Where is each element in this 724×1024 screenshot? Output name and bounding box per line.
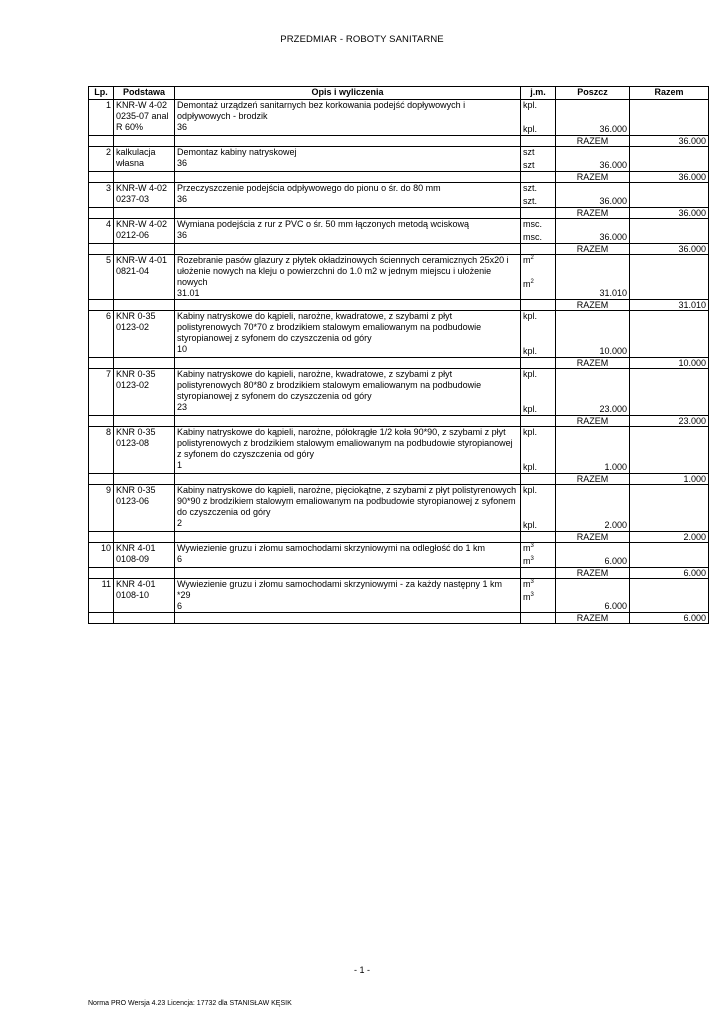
- razem-value: 36.000: [630, 172, 709, 183]
- razem-label: RAZEM: [556, 416, 630, 427]
- row-lp: 5: [89, 255, 114, 300]
- razem-label: RAZEM: [556, 244, 630, 255]
- razem-empty: [89, 244, 114, 255]
- row-calc: 36: [177, 194, 188, 204]
- row-calc-jm: $m^3$: [523, 556, 534, 566]
- row-jm: [521, 579, 556, 613]
- row-jm: [521, 100, 556, 136]
- razem-empty: [114, 532, 175, 543]
- razem-value: 23.000: [630, 416, 709, 427]
- razem-value: 1.000: [630, 474, 709, 485]
- row-calc-jm: kpl.: [523, 346, 538, 356]
- row-lp: 1: [89, 100, 114, 136]
- row-poszcz-value: 23.000: [599, 404, 627, 414]
- row-podstawa: KNR-W 4-01 0821-04: [114, 255, 175, 300]
- razem-empty: [89, 300, 114, 311]
- row-poszcz-value: 36.000: [599, 232, 627, 242]
- row-calc: 2: [177, 518, 183, 528]
- razem-empty: [175, 172, 521, 183]
- razem-empty: [175, 208, 521, 219]
- razem-empty: [175, 474, 521, 485]
- row-podstawa: kalkulacja własna: [114, 147, 175, 172]
- row-jm-text: msc.: [523, 219, 542, 229]
- razem-row: [89, 358, 709, 369]
- table-row: [89, 369, 709, 416]
- row-poszcz-value: 6.000: [604, 601, 627, 611]
- row-calc-jm: szt: [523, 160, 535, 170]
- row-calc: 10: [177, 344, 188, 354]
- razem-empty: [114, 358, 175, 369]
- razem-empty: [114, 613, 175, 624]
- row-razem-empty: [630, 369, 709, 416]
- row-calc-jm: kpl.: [523, 124, 538, 134]
- table-row: [89, 427, 709, 474]
- table-row: [89, 100, 709, 136]
- razem-empty: [89, 474, 114, 485]
- razem-value: 36.000: [630, 136, 709, 147]
- row-lp: 6: [89, 311, 114, 358]
- row-razem-empty: [630, 219, 709, 244]
- row-jm: [521, 311, 556, 358]
- row-calc: 23: [177, 402, 188, 412]
- table-row: [89, 255, 709, 300]
- row-jm: [521, 255, 556, 300]
- razem-row: [89, 474, 709, 485]
- razem-row: [89, 300, 709, 311]
- razem-row: [89, 532, 709, 543]
- row-razem-empty: [630, 100, 709, 136]
- razem-label: RAZEM: [556, 568, 630, 579]
- row-lp: 2: [89, 147, 114, 172]
- razem-empty: [175, 416, 521, 427]
- row-poszcz: [556, 369, 630, 416]
- row-jm: [521, 485, 556, 532]
- row-podstawa: KNR-W 4-02 0212-06: [114, 219, 175, 244]
- razem-row: [89, 244, 709, 255]
- razem-empty: [521, 613, 556, 624]
- header-jm: j.m.: [521, 87, 556, 100]
- razem-empty: [89, 568, 114, 579]
- row-podstawa: KNR 0-35 0123-02: [114, 369, 175, 416]
- row-calc-jm: kpl.: [523, 404, 538, 414]
- razem-empty: [89, 358, 114, 369]
- row-poszcz-value: 6.000: [604, 556, 627, 566]
- row-podstawa: KNR 4-01 0108-10: [114, 579, 175, 613]
- row-jm: [521, 147, 556, 172]
- row-podstawa: KNR 4-01 0108-09: [114, 543, 175, 568]
- row-razem-empty: [630, 183, 709, 208]
- row-jm-text: szt: [523, 147, 535, 157]
- razem-label: RAZEM: [556, 172, 630, 183]
- row-poszcz: [556, 219, 630, 244]
- razem-empty: [521, 358, 556, 369]
- row-calc: 36: [177, 158, 188, 168]
- row-podstawa: KNR-W 4-02 0235-07 anal R 60%: [114, 100, 175, 136]
- razem-empty: [521, 416, 556, 427]
- row-poszcz-value: 36.000: [599, 196, 627, 206]
- row-jm: [521, 427, 556, 474]
- table-row: [89, 311, 709, 358]
- row-jm: [521, 369, 556, 416]
- razem-value: 36.000: [630, 208, 709, 219]
- row-jm-text: kpl.: [523, 311, 538, 321]
- razem-empty: [114, 416, 175, 427]
- row-poszcz: [556, 100, 630, 136]
- row-jm: [521, 543, 556, 568]
- row-podstawa: KNR 0-35 0123-02: [114, 311, 175, 358]
- razem-row: [89, 568, 709, 579]
- razem-empty: [521, 300, 556, 311]
- row-opis-text: Kabiny natryskowe do kąpieli, narożne, półokrągłe 1/2 koła 90*90, z szybami z płyt polistyrenowych z brodzikiem stalowym emaliowanym na podbudowie styropianowej z syfonem do czyszczenia od góry: [177, 427, 513, 459]
- row-lp: 11: [89, 579, 114, 613]
- row-calc-jm: $m^2$: [523, 279, 534, 289]
- row-razem-empty: [630, 255, 709, 300]
- row-calc-jm: szt.: [523, 196, 538, 206]
- row-razem-empty: [630, 543, 709, 568]
- razem-empty: [114, 300, 175, 311]
- header-row: [89, 87, 709, 100]
- razem-row: [89, 208, 709, 219]
- row-calc: 31.01: [177, 288, 200, 298]
- row-jm-text: kpl.: [523, 369, 538, 379]
- row-jm: [521, 219, 556, 244]
- row-opis-text: Kabiny natryskowe do kąpieli, narożne, kwadratowe, z szybami z płyt polistyrenowych 70*70 z brodzikiem stalowym emaliowanym na podbudowie styropianowej z syfonem do czyszczenia od góry: [177, 311, 482, 343]
- row-razem-empty: [630, 579, 709, 613]
- razem-value: 31.010: [630, 300, 709, 311]
- razem-empty: [175, 244, 521, 255]
- row-lp: 3: [89, 183, 114, 208]
- header-podstawa: Podstawa: [114, 87, 175, 100]
- row-jm-text: kpl.: [523, 485, 538, 495]
- razem-label: RAZEM: [556, 300, 630, 311]
- razem-empty: [175, 358, 521, 369]
- razem-empty: [114, 568, 175, 579]
- row-calc: 6: [177, 601, 183, 611]
- razem-empty: [175, 300, 521, 311]
- row-jm: [521, 183, 556, 208]
- row-lp: 9: [89, 485, 114, 532]
- row-jm-text: kpl.: [523, 427, 538, 437]
- razem-empty: [89, 136, 114, 147]
- row-razem-empty: [630, 311, 709, 358]
- header-razem: Razem: [630, 87, 709, 100]
- row-poszcz: [556, 255, 630, 300]
- row-opis: [175, 369, 521, 416]
- razem-empty: [89, 416, 114, 427]
- razem-value: 36.000: [630, 244, 709, 255]
- row-poszcz: [556, 579, 630, 613]
- row-opis-text: Wywiezienie gruzu i złomu samochodami skrzyniowymi - za każdy następny 1 km *29: [177, 579, 503, 600]
- row-poszcz: [556, 147, 630, 172]
- razem-empty: [175, 568, 521, 579]
- row-opis: [175, 485, 521, 532]
- row-poszcz: [556, 543, 630, 568]
- row-razem-empty: [630, 485, 709, 532]
- razem-empty: [89, 208, 114, 219]
- razem-row: [89, 172, 709, 183]
- razem-value: 10.000: [630, 358, 709, 369]
- razem-label: RAZEM: [556, 532, 630, 543]
- row-calc-jm: $m^3$: [523, 592, 534, 602]
- razem-empty: [89, 172, 114, 183]
- row-razem-empty: [630, 427, 709, 474]
- row-poszcz-value: 31.010: [599, 288, 627, 298]
- row-poszcz-value: 10.000: [599, 346, 627, 356]
- row-opis: [175, 100, 521, 136]
- table-row: [89, 147, 709, 172]
- razem-empty: [114, 208, 175, 219]
- razem-value: 2.000: [630, 532, 709, 543]
- row-opis: [175, 219, 521, 244]
- row-calc: 6: [177, 554, 183, 564]
- razem-empty: [521, 568, 556, 579]
- razem-empty: [114, 244, 175, 255]
- row-poszcz: [556, 427, 630, 474]
- row-jm-text: $m^3$: [523, 579, 534, 589]
- razem-label: RAZEM: [556, 474, 630, 485]
- row-opis-text: Demontaż urządzeń sanitarnych bez korkowania podejść dopływowych i odpływowych - brodzik: [177, 100, 466, 121]
- row-poszcz-value: 36.000: [599, 160, 627, 170]
- razem-empty: [521, 136, 556, 147]
- row-opis: [175, 311, 521, 358]
- row-podstawa: KNR 0-35 0123-06: [114, 485, 175, 532]
- row-opis: [175, 255, 521, 300]
- table-row: [89, 183, 709, 208]
- razem-empty: [175, 613, 521, 624]
- row-opis: [175, 183, 521, 208]
- razem-empty: [89, 532, 114, 543]
- razem-empty: [114, 136, 175, 147]
- header-opis: Opis i wyliczenia: [175, 87, 521, 100]
- row-opis: [175, 147, 521, 172]
- row-opis-text: Kabiny natryskowe do kąpieli, narożne, pięciokątne, z szybami z płyt polistyrenowych 90*90 z brodzikiem stalowym emaliowanym na podbudowie styropianowej z syfonem do czyszczenia od góry: [177, 485, 517, 517]
- document-title: PRZEDMIAR - ROBOTY SANITARNE: [280, 34, 444, 45]
- row-calc-jm: msc.: [523, 232, 542, 242]
- row-opis: [175, 427, 521, 474]
- row-lp: 8: [89, 427, 114, 474]
- table-row: [89, 485, 709, 532]
- razem-row: [89, 613, 709, 624]
- przedmiar-table: [88, 86, 709, 624]
- row-podstawa: KNR-W 4-02 0237-03: [114, 183, 175, 208]
- row-lp: 10: [89, 543, 114, 568]
- row-opis-text: Kabiny natryskowe do kąpieli, narożne, kwadratowe, z szybami z płyt polistyrenowych 80*80 z brodzikiem stalowym emaliowanym na podbudowie styropianowej z syfonem do czyszczenia od góry: [177, 369, 482, 401]
- razem-label: RAZEM: [556, 613, 630, 624]
- row-jm-text: kpl.: [523, 100, 538, 110]
- row-poszcz: [556, 485, 630, 532]
- row-poszcz-value: 1.000: [604, 462, 627, 472]
- row-poszcz-value: 36.000: [599, 124, 627, 134]
- row-calc-jm: kpl.: [523, 462, 538, 472]
- header-poszcz: Poszcz: [556, 87, 630, 100]
- razem-row: [89, 136, 709, 147]
- row-calc: 36: [177, 122, 188, 132]
- table-row: [89, 579, 709, 613]
- row-calc: 1: [177, 460, 183, 470]
- row-razem-empty: [630, 147, 709, 172]
- row-opis: [175, 579, 521, 613]
- row-opis-text: Wywiezienie gruzu i złomu samochodami skrzyniowymi na odległość do 1 km: [177, 543, 486, 553]
- razem-value: 6.000: [630, 613, 709, 624]
- row-opis-text: Rozebranie pasów glazury z płytek okładzinowych ściennych ceramicznych 25x20 i ułożenie nowych na kleju o powierzchni do 1.0 m2 w jednym miejscu i ułożenie nowych: [177, 255, 509, 287]
- header-lp: Lp.: [89, 87, 114, 100]
- razem-empty: [175, 532, 521, 543]
- row-opis-text: Wymiana podejścia z rur z PVC o śr. 50 mm łączonych metodą wciskową: [177, 219, 470, 229]
- razem-empty: [521, 244, 556, 255]
- table-row: [89, 543, 709, 568]
- razem-empty: [521, 532, 556, 543]
- razem-label: RAZEM: [556, 358, 630, 369]
- row-calc-jm: kpl.: [523, 520, 538, 530]
- razem-label: RAZEM: [556, 208, 630, 219]
- razem-empty: [114, 172, 175, 183]
- razem-empty: [175, 136, 521, 147]
- razem-empty: [89, 613, 114, 624]
- razem-row: [89, 416, 709, 427]
- row-poszcz: [556, 183, 630, 208]
- razem-value: 6.000: [630, 568, 709, 579]
- row-podstawa: KNR 0-35 0123-08: [114, 427, 175, 474]
- row-calc: 36: [177, 230, 188, 240]
- page-number: - 1 -: [353, 965, 370, 975]
- row-poszcz-value: 2.000: [604, 520, 627, 530]
- razem-empty: [114, 474, 175, 485]
- row-lp: 4: [89, 219, 114, 244]
- table-row: [89, 219, 709, 244]
- row-jm-text: $m^2$: [523, 255, 534, 265]
- razem-empty: [521, 474, 556, 485]
- license-note: Norma PRO Wersja 4.23 Licencja: 17732 dla STANISŁAW KĘSIK: [88, 1000, 292, 1007]
- row-jm-text: szt.: [523, 183, 538, 193]
- row-jm-text: $m^3$: [523, 543, 534, 553]
- row-opis-text: Przeczyszczenie podejścia odpływowego do pionu o śr. do 80 mm: [177, 183, 441, 193]
- row-opis-text: Demontaz kabiny natryskowej: [177, 147, 297, 157]
- razem-label: RAZEM: [556, 136, 630, 147]
- row-opis: [175, 543, 521, 568]
- row-poszcz: [556, 311, 630, 358]
- row-lp: 7: [89, 369, 114, 416]
- razem-empty: [521, 172, 556, 183]
- razem-empty: [521, 208, 556, 219]
